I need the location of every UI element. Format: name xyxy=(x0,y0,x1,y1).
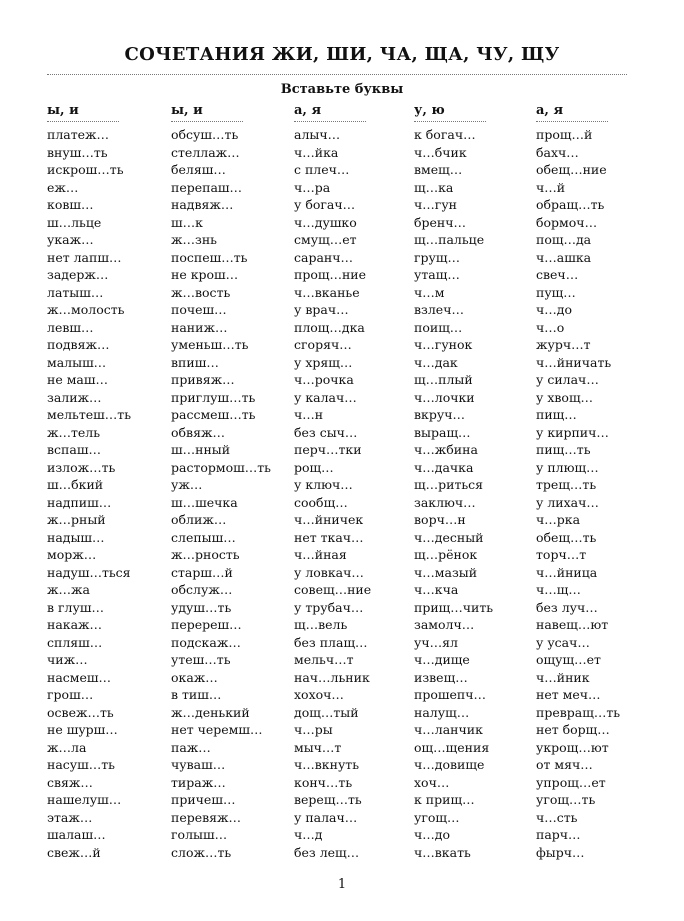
word-item: надыш… xyxy=(47,529,105,545)
column-header-divider xyxy=(47,121,119,122)
word-item: ощ…щения xyxy=(414,739,490,755)
word-item: оближ… xyxy=(171,512,227,527)
word-item: вмещ… xyxy=(414,162,463,177)
word-item: фырч… xyxy=(536,844,585,860)
word-item: ч…до xyxy=(414,827,450,842)
word-item: укрощ…ют xyxy=(536,739,609,755)
word-item: щ…пальце xyxy=(414,232,485,247)
word-item: ч…йка xyxy=(294,144,339,160)
word-item: трещ…ть xyxy=(536,477,597,492)
word-item: привяж… xyxy=(171,372,235,387)
word-item: парч… xyxy=(536,827,581,842)
word-item: смущ…ет xyxy=(294,232,357,247)
word-item: без луч… xyxy=(536,599,598,615)
page-number: 1 xyxy=(337,877,347,892)
word-item: у хрящ… xyxy=(294,354,353,370)
word-item: вспаш… xyxy=(47,442,101,457)
word-item: обращ…ть xyxy=(536,197,605,212)
word-item: ч…вканье xyxy=(294,284,360,300)
word-item: нет ткач… xyxy=(294,529,364,545)
word-item: без плащ… xyxy=(294,634,368,650)
word-item: внуш…ть xyxy=(47,144,108,160)
word-item: прощ…ние xyxy=(294,267,367,282)
word-item: вкруч… xyxy=(414,407,465,422)
word-item: упрощ…ет xyxy=(536,774,606,790)
word-item: в тиш… xyxy=(171,687,222,702)
word-item: не шурш… xyxy=(47,722,118,737)
word-item: ч…щ… xyxy=(536,582,581,597)
word-item: латыш… xyxy=(47,284,104,300)
word-item: малыш… xyxy=(47,354,107,370)
word-item: почеш… xyxy=(171,302,227,317)
word-item: пищ…ть xyxy=(536,442,591,457)
word-item: ч…ра xyxy=(294,179,331,195)
word-item: у усач… xyxy=(536,634,590,650)
word-item: ч…йник xyxy=(536,669,590,685)
word-item: щ…рёнок xyxy=(414,547,478,562)
word-item: у богач… xyxy=(294,197,356,212)
column-header-4: у, ю xyxy=(414,103,445,118)
word-item: рассмеш…ть xyxy=(171,407,256,422)
word-item: мельч…т xyxy=(294,652,354,667)
word-item: впиш… xyxy=(171,354,219,370)
word-item: ж…знь xyxy=(171,232,217,247)
word-item: чиж… xyxy=(47,652,88,667)
word-item: обещ…ние xyxy=(536,162,607,177)
word-item: у калач… xyxy=(294,389,357,405)
word-item: замолч… xyxy=(414,617,475,632)
word-item: обслуж… xyxy=(171,582,233,597)
word-item: беляш… xyxy=(171,162,226,177)
word-item: перевяж… xyxy=(171,809,242,825)
word-item: ч…йничек xyxy=(294,512,364,527)
word-item: спляш… xyxy=(47,634,103,650)
word-item: у лихач… xyxy=(536,494,599,510)
word-item: ч…душко xyxy=(294,214,357,230)
word-item: наниж… xyxy=(171,319,228,335)
word-item: пощ…да xyxy=(536,232,592,247)
word-item: ж…жа xyxy=(47,582,90,597)
word-item: ч…гунок xyxy=(414,337,473,352)
word-item: ч…дак xyxy=(414,354,458,370)
word-item: ш…льце xyxy=(47,214,102,230)
column-header-divider xyxy=(536,121,608,122)
word-item: ощущ…ет xyxy=(536,652,601,667)
word-item: нач…льник xyxy=(294,669,370,685)
word-item: уж… xyxy=(171,477,203,492)
word-item: нашелуш… xyxy=(47,792,122,807)
word-item: в глуш… xyxy=(47,599,104,615)
word-item: ч…бчик xyxy=(414,144,467,160)
word-item: ш…бкий xyxy=(47,477,104,492)
word-item: не маш… xyxy=(47,372,108,387)
word-item: журч…т xyxy=(536,337,591,352)
word-item: чуваш… xyxy=(171,757,226,772)
word-item: залиж… xyxy=(47,389,102,405)
word-item: ж…молость xyxy=(47,302,125,317)
word-item: ч…рочка xyxy=(294,372,354,387)
word-item: нет лапш… xyxy=(47,249,122,265)
word-item: без сыч… xyxy=(294,424,358,440)
word-item: ч…м xyxy=(414,284,445,300)
word-item: растормош…ть xyxy=(171,459,271,475)
word-item: щ…ка xyxy=(414,179,454,195)
word-item: ч…йничать xyxy=(536,354,612,370)
word-item: ч…вкать xyxy=(414,844,471,860)
word-item: у трубач… xyxy=(294,599,364,615)
word-item: уменьш…ть xyxy=(171,337,249,352)
word-item: щ…вель xyxy=(294,617,348,632)
word-item: накаж… xyxy=(47,617,103,632)
word-item: щ…риться xyxy=(414,477,484,492)
word-item: свеж…й xyxy=(47,844,101,860)
word-item: поспеш…ть xyxy=(171,249,248,265)
word-item: налущ… xyxy=(414,704,470,720)
word-item: левш… xyxy=(47,319,94,335)
word-item: ч…дище xyxy=(414,652,470,667)
word-item: ж…рность xyxy=(171,547,240,562)
word-item: нет борщ… xyxy=(536,722,610,737)
word-item: ч…ры xyxy=(294,722,333,737)
word-item: ворч…н xyxy=(414,512,466,527)
word-item: подскаж… xyxy=(171,634,241,650)
word-column-4 xyxy=(414,126,493,861)
word-item: утащ… xyxy=(414,267,460,282)
word-item: надуш…ться xyxy=(47,564,131,580)
word-item: ж…вость xyxy=(171,284,231,300)
word-item: укаж… xyxy=(47,232,94,247)
word-item: верещ…ть xyxy=(294,792,362,807)
word-item: мыч…т xyxy=(294,739,342,755)
word-item: к богач… xyxy=(414,127,476,142)
word-item: обсуш…ть xyxy=(171,127,239,142)
word-item: угощ…ть xyxy=(536,792,596,807)
word-item: ч…кча xyxy=(414,582,459,597)
word-item: саранч… xyxy=(294,249,354,265)
word-item: ч…сть xyxy=(536,809,578,825)
word-item: ч…дачка xyxy=(414,459,474,475)
word-item: искрош…ть xyxy=(47,162,124,177)
word-item: уч…ял xyxy=(414,634,458,650)
word-item: у ключ… xyxy=(294,477,353,492)
word-item: прошепч… xyxy=(414,687,486,702)
instruction: Вставьте буквы xyxy=(280,82,404,97)
word-column-1 xyxy=(47,126,131,861)
word-column-5 xyxy=(536,126,620,861)
word-item: к прищ… xyxy=(414,792,475,807)
word-item: ч…й xyxy=(536,179,566,195)
word-item: превращ…ть xyxy=(536,704,621,720)
word-item: перепаш… xyxy=(171,179,243,195)
word-item: бренч… xyxy=(414,214,467,230)
word-item: ш…к xyxy=(171,214,203,230)
word-item: у плющ… xyxy=(536,459,599,475)
word-column-2 xyxy=(171,126,271,861)
word-item: удуш…ть xyxy=(171,599,232,615)
word-item: ч…рка xyxy=(536,512,581,527)
word-item: прищ…чить xyxy=(414,599,494,615)
word-column-3 xyxy=(294,126,371,861)
word-item: взлеч… xyxy=(414,302,464,317)
word-item: еж… xyxy=(47,179,79,195)
word-item: бормоч… xyxy=(536,214,598,230)
word-item: ш…шечка xyxy=(171,494,238,510)
column-header-1: ы, и xyxy=(47,103,79,118)
word-item: обвяж… xyxy=(171,424,225,440)
word-item: старш…й xyxy=(171,564,233,580)
word-item: совещ…ние xyxy=(294,582,372,597)
word-item: алыч… xyxy=(294,127,341,142)
word-item: ш…нный xyxy=(171,442,231,457)
word-item: задерж… xyxy=(47,267,109,282)
word-item: выращ… xyxy=(414,424,471,440)
word-item: ч…ашка xyxy=(536,249,592,265)
word-item: бахч… xyxy=(536,144,579,160)
word-item: у кирпич… xyxy=(536,424,609,440)
word-item: площ…дка xyxy=(294,319,365,335)
word-item: у ловкач… xyxy=(294,564,364,580)
word-item: излож…ть xyxy=(47,459,116,475)
word-item: у хвощ… xyxy=(536,389,594,405)
word-item: хохоч… xyxy=(294,687,344,702)
word-item: паж… xyxy=(171,739,211,755)
word-item: нет меч… xyxy=(536,687,601,702)
word-item: прощ…й xyxy=(536,127,593,142)
column-header-divider xyxy=(414,121,486,122)
word-item: от мяч… xyxy=(536,757,593,772)
word-item: конч…ть xyxy=(294,774,353,790)
word-item: ч…йная xyxy=(294,547,347,562)
word-item: не крош… xyxy=(171,267,239,282)
word-item: ковш… xyxy=(47,197,94,212)
word-item: свяж… xyxy=(47,774,93,790)
word-item: щ…плый xyxy=(414,372,473,387)
title-divider xyxy=(47,74,627,75)
word-item: извещ… xyxy=(414,669,468,685)
column-header-divider xyxy=(171,121,243,122)
word-item: надпиш… xyxy=(47,494,112,510)
column-header-divider xyxy=(294,121,366,122)
word-item: дощ…тый xyxy=(294,704,359,720)
word-item: грущ… xyxy=(414,249,461,265)
word-item: стеллаж… xyxy=(171,144,240,160)
word-item: освеж…ть xyxy=(47,704,114,720)
word-item: этаж… xyxy=(47,809,93,825)
word-item: ч…ланчик xyxy=(414,722,483,737)
word-item: обещ…ть xyxy=(536,529,597,545)
page-title: СОЧЕТАНИЯ ЖИ, ШИ, ЧА, ЩА, ЧУ, ЩУ xyxy=(124,44,560,65)
word-item: насуш…ть xyxy=(47,757,115,772)
word-item: голыш… xyxy=(171,827,228,842)
word-item: перереш… xyxy=(171,617,242,632)
word-item: платеж… xyxy=(47,127,110,142)
word-item: сообщ… xyxy=(294,494,348,510)
word-item: нет черемш… xyxy=(171,722,263,737)
word-item: тираж… xyxy=(171,774,226,790)
word-item: приглуш…ть xyxy=(171,389,256,405)
word-item: ж…ла xyxy=(47,739,87,755)
word-item: ч…жбина xyxy=(414,442,478,457)
word-item: свеч… xyxy=(536,267,579,282)
column-header-2: ы, и xyxy=(171,103,203,118)
column-header-3: а, я xyxy=(294,103,322,118)
word-item: ч…о xyxy=(536,319,565,335)
word-item: ч…йница xyxy=(536,564,598,580)
word-item: ж…тель xyxy=(47,424,101,440)
word-item: причеш… xyxy=(171,792,236,807)
column-header-5: а, я xyxy=(536,103,564,118)
word-item: утеш…ть xyxy=(171,652,231,667)
word-item: грош… xyxy=(47,687,94,702)
word-item: пищ… xyxy=(536,407,577,422)
word-item: ч…н xyxy=(294,407,324,422)
word-item: ч…мазый xyxy=(414,564,478,580)
word-item: у врач… xyxy=(294,302,349,317)
word-item: хоч… xyxy=(414,774,450,790)
word-item: ч…до xyxy=(536,302,572,317)
word-item: ж…рный xyxy=(47,512,106,527)
word-item: поищ… xyxy=(414,319,463,335)
word-item: слепыш… xyxy=(171,529,236,545)
word-item: навещ…ют xyxy=(536,617,609,632)
word-item: с плеч… xyxy=(294,162,350,177)
word-item: ч…десный xyxy=(414,529,484,545)
word-item: угощ… xyxy=(414,809,460,825)
word-item: насмеш… xyxy=(47,669,112,685)
word-item: подвяж… xyxy=(47,337,110,352)
word-item: сгоряч… xyxy=(294,337,352,352)
word-item: рощ… xyxy=(294,459,334,475)
word-item: окаж… xyxy=(171,669,218,685)
word-item: надвяж… xyxy=(171,197,234,212)
word-item: шалаш… xyxy=(47,827,106,842)
word-item: мельтеш…ть xyxy=(47,407,132,422)
word-item: ч…д xyxy=(294,827,323,842)
word-item: ч…вкнуть xyxy=(294,757,360,772)
word-item: у силач… xyxy=(536,372,599,387)
word-item: ж…денький xyxy=(171,704,250,720)
word-item: без лещ… xyxy=(294,844,360,860)
word-item: заключ… xyxy=(414,494,476,510)
word-item: ч…довище xyxy=(414,757,485,772)
word-item: слож…ть xyxy=(171,844,232,860)
word-item: пущ… xyxy=(536,284,576,300)
word-item: торч…т xyxy=(536,547,587,562)
word-item: ч…лочки xyxy=(414,389,475,405)
word-item: у палач… xyxy=(294,809,358,825)
word-item: перч…тки xyxy=(294,442,362,457)
word-item: морж… xyxy=(47,547,97,562)
word-item: ч…гун xyxy=(414,197,457,212)
